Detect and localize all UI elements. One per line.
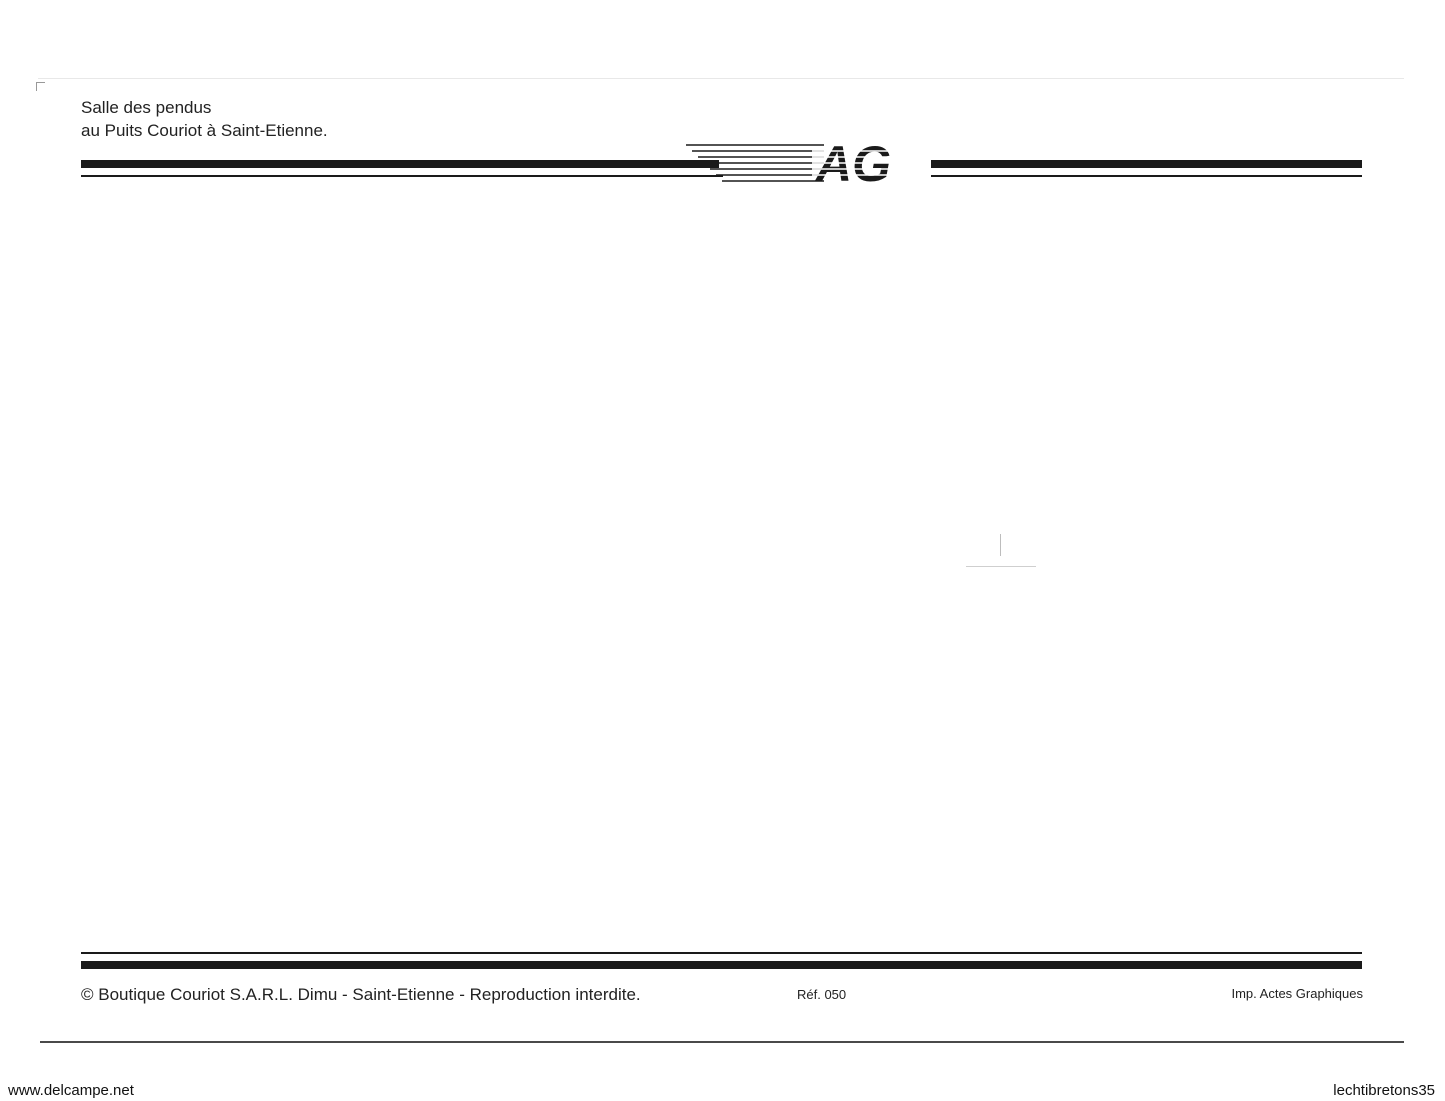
caption-line-2: au Puits Couriot à Saint-Etienne. bbox=[81, 121, 328, 140]
card-corner-mark bbox=[36, 82, 45, 91]
postcard-caption bbox=[81, 96, 328, 142]
footer-rule-thick bbox=[81, 961, 1362, 969]
header-rule-thin-left bbox=[81, 175, 723, 177]
copyright-notice: © Boutique Couriot S.A.R.L. Dimu - Saint-Etienne - Reproduction interdite. bbox=[81, 985, 641, 1004]
footer-rule-thin bbox=[81, 952, 1362, 954]
registration-mark-vertical bbox=[1000, 534, 1001, 556]
header-rule-thin-right bbox=[931, 175, 1362, 177]
seller-name-watermark: lechtibretons35 bbox=[1333, 1082, 1435, 1099]
ag-logo-text: AG bbox=[816, 136, 891, 186]
header-rule-thick-right bbox=[931, 160, 1362, 168]
registration-mark-horizontal bbox=[966, 566, 1036, 567]
printer-credit: Imp. Actes Graphiques bbox=[1231, 986, 1363, 1001]
caption-line-1: Salle des pendus bbox=[81, 98, 212, 117]
reference-number: Réf. 050 bbox=[797, 987, 847, 1002]
card-bottom-edge bbox=[40, 1041, 1404, 1043]
header-rule-thick-left bbox=[81, 160, 719, 168]
card-top-edge bbox=[38, 78, 1404, 79]
seller-site-watermark: www.delcampe.net bbox=[8, 1082, 134, 1099]
postcard-back bbox=[38, 78, 1404, 1044]
ag-logo bbox=[684, 136, 930, 186]
